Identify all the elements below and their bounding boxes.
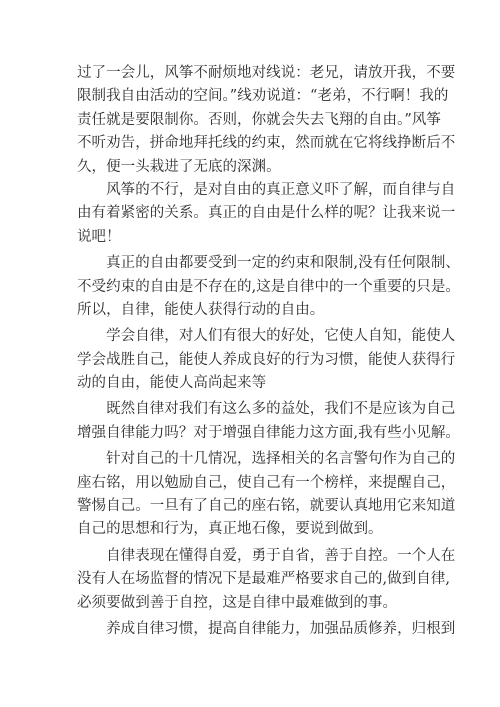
paragraph	[77, 325, 456, 395]
text-line: 警惕自己。一旦有了自己的座右铭，就要认真地用它来知道	[77, 498, 456, 515]
article-body	[77, 62, 460, 641]
text-line: 不听劝告，拼命地拜托线的约束，然而就在它将线挣断后不	[77, 135, 456, 152]
text-line: 过了一会儿，风筝不耐烦地对线说：老兄，请放开我，不要	[77, 65, 456, 81]
paragraph	[77, 618, 456, 641]
text-line: 由有着紧密的关系。真正的自由是什么样的呢？让我来说一	[77, 205, 456, 222]
text-line: 不受约束的自由是不存在的,这是自律中的一个重要的只是。	[77, 278, 460, 295]
text-line: 责任就是要限制你。否则，你就会失去飞翔的自由。”风筝	[77, 111, 441, 128]
text-line: 学会战胜自己，能使人养成良好的行为习惯，能使人获得行	[77, 351, 456, 368]
paragraph	[77, 545, 456, 615]
text-line: 学会自律，对人们有很大的好处，它使人自知，能使人	[77, 328, 456, 345]
paragraph	[77, 252, 460, 322]
text-line: 动的自由，能使人高尚起来等	[77, 375, 267, 392]
text-line: 真正的自由都要受到一定的约束和限制,没有任何限制、	[77, 255, 460, 272]
text-line: 说吧！	[77, 228, 121, 245]
text-line: 养成自律习惯，提高自律能力，加强品质修养，归根到	[77, 620, 456, 637]
paragraph	[77, 398, 460, 445]
text-line: 针对自己的十几情况，选择相关的名言警句作为自己的	[77, 451, 456, 468]
text-line: 久，便一头栽进了无底的深渊。	[77, 158, 281, 175]
text-line: 既然自律对我们有这么多的益处，我们不是应该为自己	[77, 401, 456, 418]
text-line: 必须要做到善于自控，这是自律中最难做到的事。	[77, 594, 398, 611]
text-line: 没有人在场监督的情况下是最难严格要求自己的,做到自律,	[77, 571, 451, 588]
text-line: 风筝的不行，是对自由的真正意义吓了解，而自律与自	[77, 181, 456, 198]
paragraph	[77, 62, 456, 179]
text-line: 自己的思想和行为，真正地石像，要说到做到。	[77, 521, 383, 538]
text-line: 自律表现在懂得自爱，勇于自省，善于自控。一个人在	[77, 547, 456, 564]
text-line: 座右铭，用以勉励自己，使自己有一个榜样，来提醒自己，	[77, 474, 456, 491]
paragraph	[77, 179, 456, 249]
text-line: 增强自律能力吗？对于增强自律能力这方面,我有些小见解。	[77, 424, 460, 441]
paragraph	[77, 448, 456, 542]
text-line: 所以，自律，能使人获得行动的自由。	[77, 301, 325, 318]
text-line: 限制我自由活动的空间。”线劝说道：“老弟，不行啊！我的	[77, 88, 449, 105]
